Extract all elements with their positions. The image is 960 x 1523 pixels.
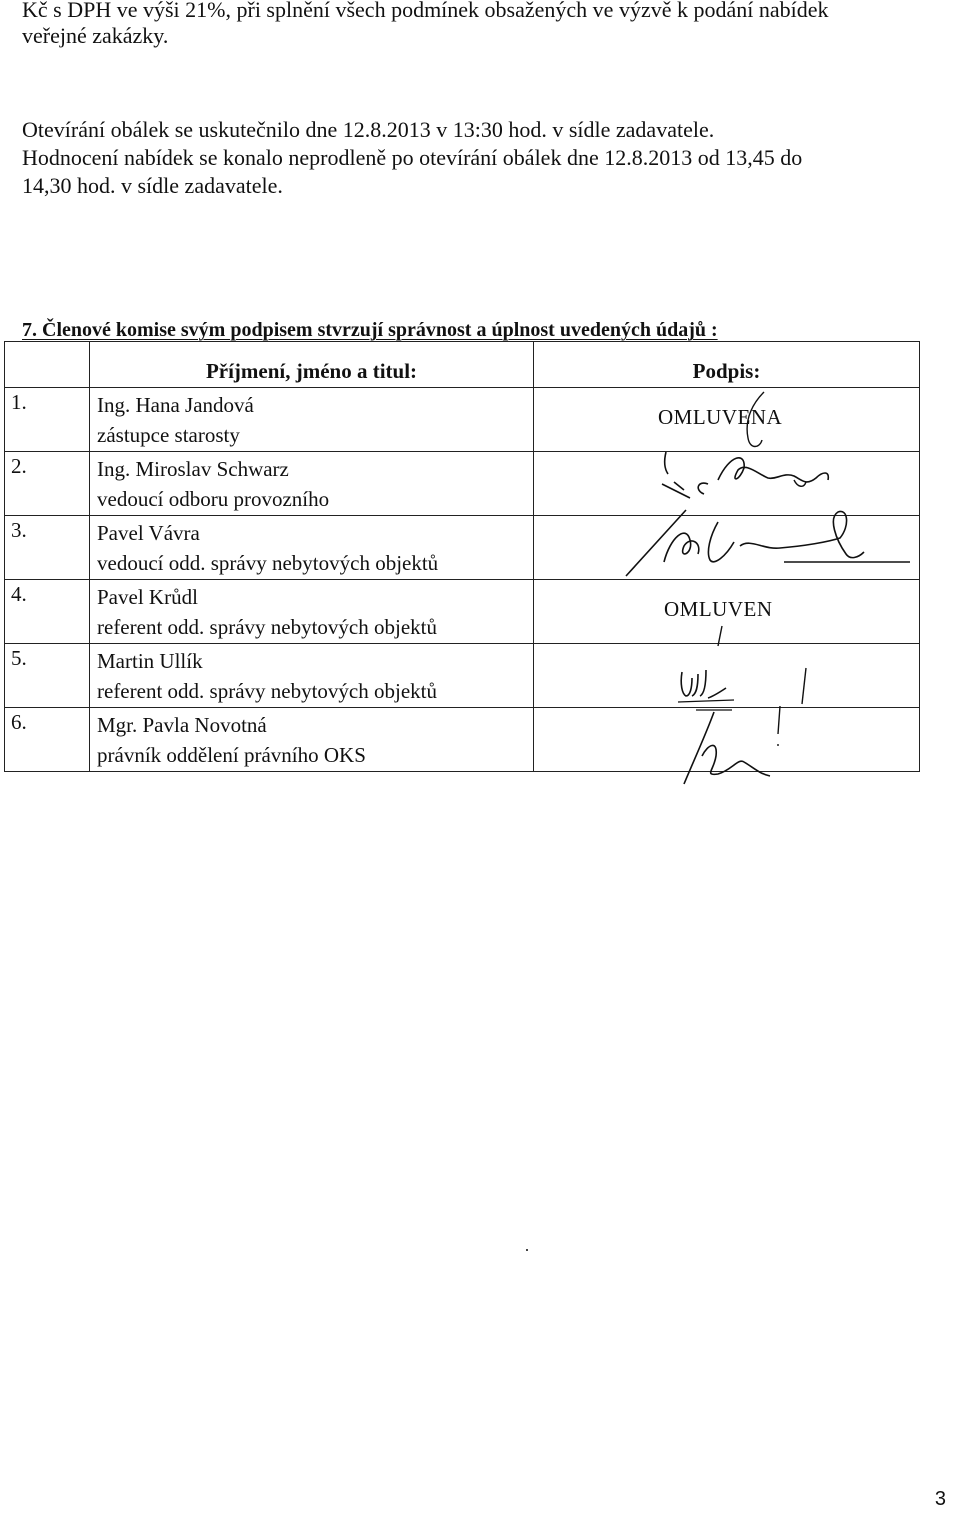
signature-cell — [534, 580, 920, 644]
member-cell — [90, 388, 534, 452]
member-cell — [90, 708, 534, 772]
signature-cell — [534, 708, 920, 772]
intro-line-2: veřejné zakázky. — [22, 23, 169, 48]
table-row — [5, 388, 920, 452]
signature-cell — [534, 516, 920, 580]
table-row — [5, 516, 920, 580]
signature — [674, 704, 814, 794]
column-header-name: Příjmení, jméno a titul: — [90, 342, 534, 388]
signature — [674, 644, 814, 710]
member-name: Pavel Krůdl — [97, 585, 198, 609]
table-header-row — [5, 342, 920, 388]
row-number: 2. — [5, 452, 90, 516]
member-cell — [90, 452, 534, 516]
member-name: Ing. Hana Jandová — [97, 393, 254, 417]
member-name: Mgr. Pavla Novotná — [97, 713, 267, 737]
evaluation-statement-line-1: Hodnocení nabídek se konalo neprodleně po otevírání obálek dne 12.8.2013 od 13,45 do — [22, 145, 803, 170]
member-role: referent odd. správy nebytových objektů — [97, 615, 437, 639]
committee-members-table — [4, 341, 920, 772]
member-cell — [90, 644, 534, 708]
member-role: vedoucí odboru provozního — [97, 487, 330, 511]
section-heading: 7. Členové komise svým podpisem stvrzují správnost a úplnost uvedených údajů : — [22, 319, 718, 341]
signature — [614, 502, 914, 592]
intro-line-1: Kč s DPH ve výši 21%, při splnění všech podmínek obsažených ve výzvě k podání nabídek — [22, 0, 829, 22]
signature-cell — [534, 388, 920, 452]
row-number: 5. — [5, 644, 90, 708]
scan-speck — [526, 1249, 528, 1251]
signature-cell — [534, 644, 920, 708]
row-number: 3. — [5, 516, 90, 580]
member-cell — [90, 516, 534, 580]
page-number: 3 — [934, 1488, 946, 1510]
table-row — [5, 644, 920, 708]
member-name: Pavel Vávra — [97, 521, 200, 545]
column-header-signature: Podpis: — [534, 342, 920, 388]
column-header-number — [5, 342, 90, 388]
member-role: vedoucí odd. správy nebytových objektů — [97, 551, 439, 575]
member-cell — [90, 580, 534, 644]
row-number: 1. — [5, 388, 90, 452]
opening-statement: Otevírání obálek se uskutečnilo dne 12.8.2013 v 13:30 hod. v sídle zadavatele. — [22, 117, 715, 142]
member-name: Martin Ullík — [97, 649, 203, 673]
row-number: 4. — [5, 580, 90, 644]
row-number: 6. — [5, 708, 90, 772]
excused-note: OMLUVENA — [658, 405, 783, 429]
member-role: referent odd. správy nebytových objektů — [97, 679, 437, 703]
member-role: zástupce starosty — [97, 423, 240, 447]
member-role: právník oddělení právního OKS — [97, 743, 366, 767]
table-row — [5, 708, 920, 772]
member-name: Ing. Miroslav Schwarz — [97, 457, 289, 481]
evaluation-statement-line-2: 14,30 hod. v sídle zadavatele. — [22, 173, 283, 198]
table-row — [5, 580, 920, 644]
excused-note: OMLUVEN — [664, 597, 773, 621]
handwritten-mark — [724, 388, 784, 452]
